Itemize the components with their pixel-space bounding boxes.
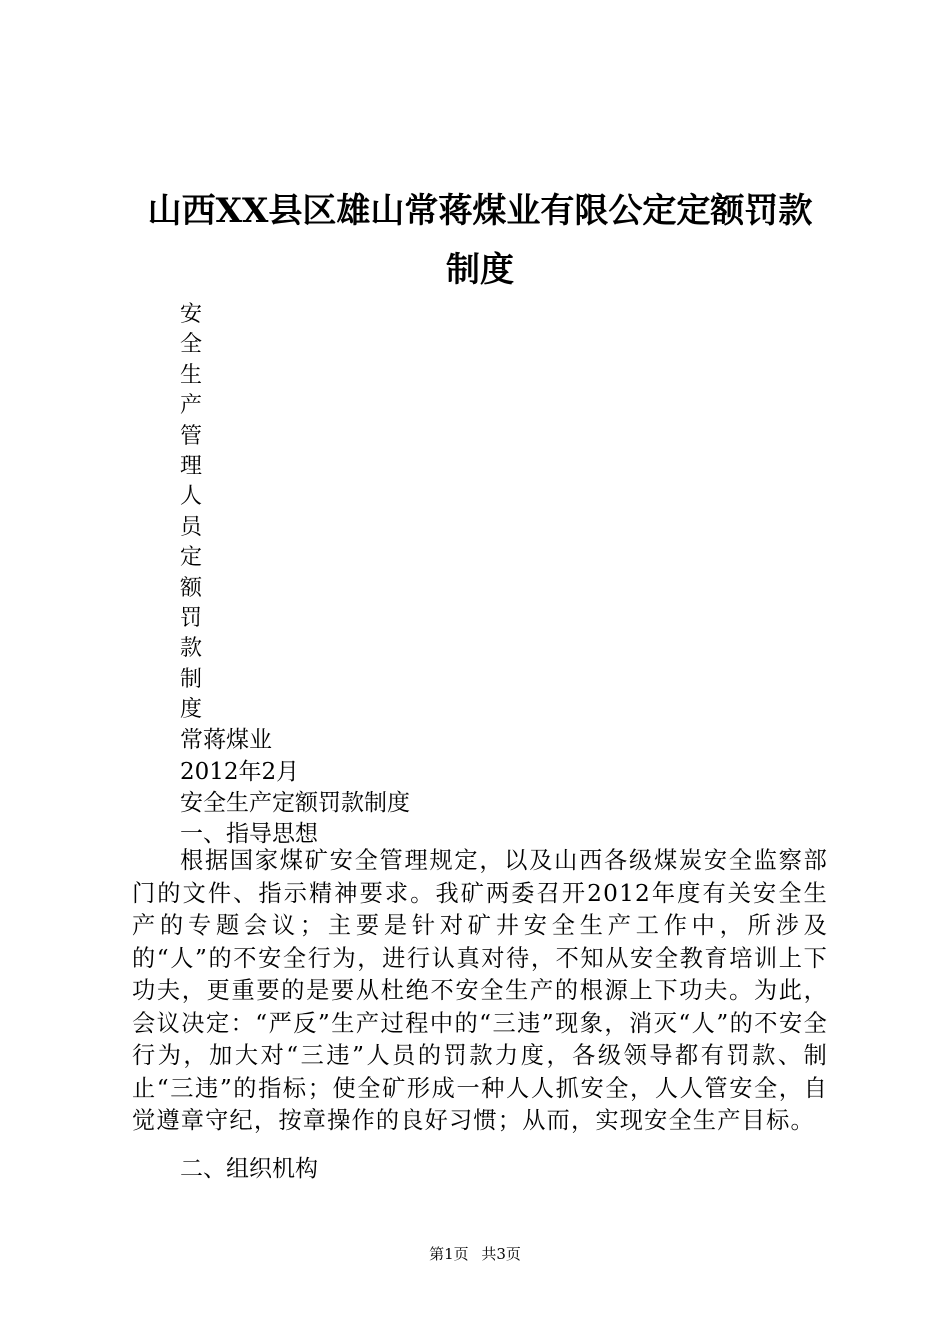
vertical-title-char: 生 bbox=[180, 362, 203, 388]
document-title-line-2: 制度 bbox=[446, 250, 514, 290]
vertical-title-char: 额 bbox=[180, 575, 203, 601]
section-1-heading: 一、指导思想 bbox=[180, 821, 318, 847]
vertical-title-char: 制 bbox=[180, 666, 203, 692]
vertical-title bbox=[180, 300, 210, 725]
vertical-title-char: 定 bbox=[180, 545, 203, 571]
vertical-title-char: 全 bbox=[180, 332, 203, 358]
vertical-title-char: 人 bbox=[180, 484, 203, 510]
page-total: 共3页 bbox=[481, 1245, 521, 1263]
document-date: 2012年2月 bbox=[180, 759, 300, 785]
page-number: 第1页 bbox=[429, 1245, 469, 1263]
company-name: 常蒋煤业 bbox=[180, 727, 272, 753]
section-1-body: 根据国家煤矿安全管理规定，以及山西各级煤炭安全监察部门的文件、指示精神要求。我矿两委召开2012年度有关安全生产的专题会议；主要是针对矿井安全生产工作中，所涉及的“人”的不安全行为，进行认真对待，不知从安全教育培训上下功夫，更重要的是要从杜绝不安全生产的根源上下功夫。为此，会议决定：“严反”生产过程中的“三违”现象，消灭“人”的不安全行为，加大对“三违”人员的罚款力度，各级领导都有罚款、制止“三违”的指标；使全矿形成一种人人抓安全，人人管安全，自觉遵章守纪，按章操作的良好习惯；从而，实现安全生产目标。 bbox=[132, 847, 828, 1134]
section-2-heading: 二、组织机构 bbox=[180, 1156, 318, 1182]
page-footer bbox=[0, 1244, 950, 1264]
vertical-title-char: 款 bbox=[180, 636, 203, 662]
vertical-title-char: 管 bbox=[180, 423, 203, 449]
vertical-title-char: 理 bbox=[180, 453, 203, 479]
vertical-title-char: 员 bbox=[180, 514, 203, 540]
vertical-title-char: 罚 bbox=[180, 605, 203, 631]
document-subtitle: 安全生产定额罚款制度 bbox=[180, 790, 410, 816]
vertical-title-char: 安 bbox=[180, 302, 203, 327]
document-title-line-1: 山西XX县区雄山常蒋煤业有限公定定额罚款 bbox=[147, 191, 813, 231]
vertical-title-char: 产 bbox=[180, 393, 203, 419]
vertical-title-char: 度 bbox=[180, 697, 203, 723]
